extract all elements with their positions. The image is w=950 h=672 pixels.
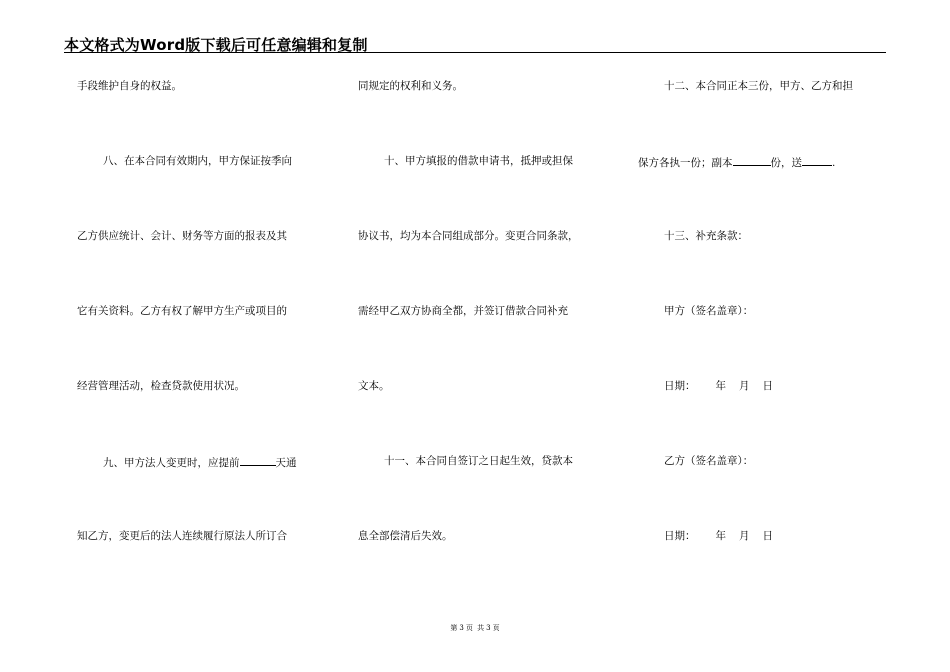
paragraph-line: 同规定的权利和义务。 [358,80,463,92]
date-year: 年 [715,380,726,392]
date-day: 日 [762,380,773,392]
paragraph-line: 十一、本合同自签订之日起生效，贷款本 [384,455,573,467]
paragraph-line [638,154,835,168]
date-month: 月 [739,530,750,542]
date-day: 日 [762,530,773,542]
paragraph-line: 十二、本合同正本三份，甲方、乙方和担 [664,80,853,92]
footer-text: 页 [465,624,473,632]
page-footer [0,624,950,633]
date-label: 日期： [664,530,696,542]
signature-line-party-b: 乙方（签名盖章）： [664,455,754,467]
header-title: 本文格式为Word版下载后可任意编辑和复制 [64,36,368,54]
footer-text: 第 [450,624,458,632]
footer-text: 页 [492,624,500,632]
date-line-party-a [638,379,773,393]
paragraph-line: 它有关资料。乙方有权了解甲方生产或项目的 [77,305,287,317]
paragraph-line: 手段维护自身的权益。 [77,80,182,92]
text-segment: 九、甲方法人变更时，应提前 [103,457,240,469]
date-year: 年 [715,530,726,542]
date-label: 日期： [664,380,696,392]
fill-blank [240,454,276,466]
paragraph-line: 息全部偿清后失效。 [358,530,453,542]
date-line-party-b [638,529,773,543]
paragraph-line: 乙方供应统计、会计、财务等方面的报表及其 [77,230,287,242]
paragraph-line: 十、甲方填报的借款申请书，抵押或担保 [384,155,573,167]
fill-blank [802,154,832,166]
paragraph-line: 十三、补充条款： [664,230,748,242]
page-number-total: 3 [486,624,491,632]
date-month: 月 [739,380,750,392]
paragraph-line [77,454,297,468]
paragraph-line: 需经甲乙双方协商全都，并签订借款合同补充 [358,305,568,317]
paragraph-line: 八、在本合同有效期内，甲方保证按季向 [103,155,292,167]
paragraph-line: 协议书，均为本合同组成部分。变更合同条款， [358,230,579,242]
page-number-current: 3 [459,624,464,632]
text-segment: 天通 [275,457,297,469]
text-segment: 保方各执一份；副本 [638,157,733,169]
header-rule [64,52,886,53]
text-segment: . [832,157,836,169]
paragraph-line: 经营管理活动，检查贷款使用状况。 [77,380,245,392]
paragraph-line: 文本。 [358,380,390,392]
footer-text: 共 [477,624,485,632]
paragraph-line: 知乙方，变更后的法人连续履行原法人所订合 [77,530,287,542]
text-segment: 份，送 [770,157,802,169]
signature-line-party-a: 甲方（签名盖章）： [664,305,754,317]
fill-blank [733,154,771,166]
